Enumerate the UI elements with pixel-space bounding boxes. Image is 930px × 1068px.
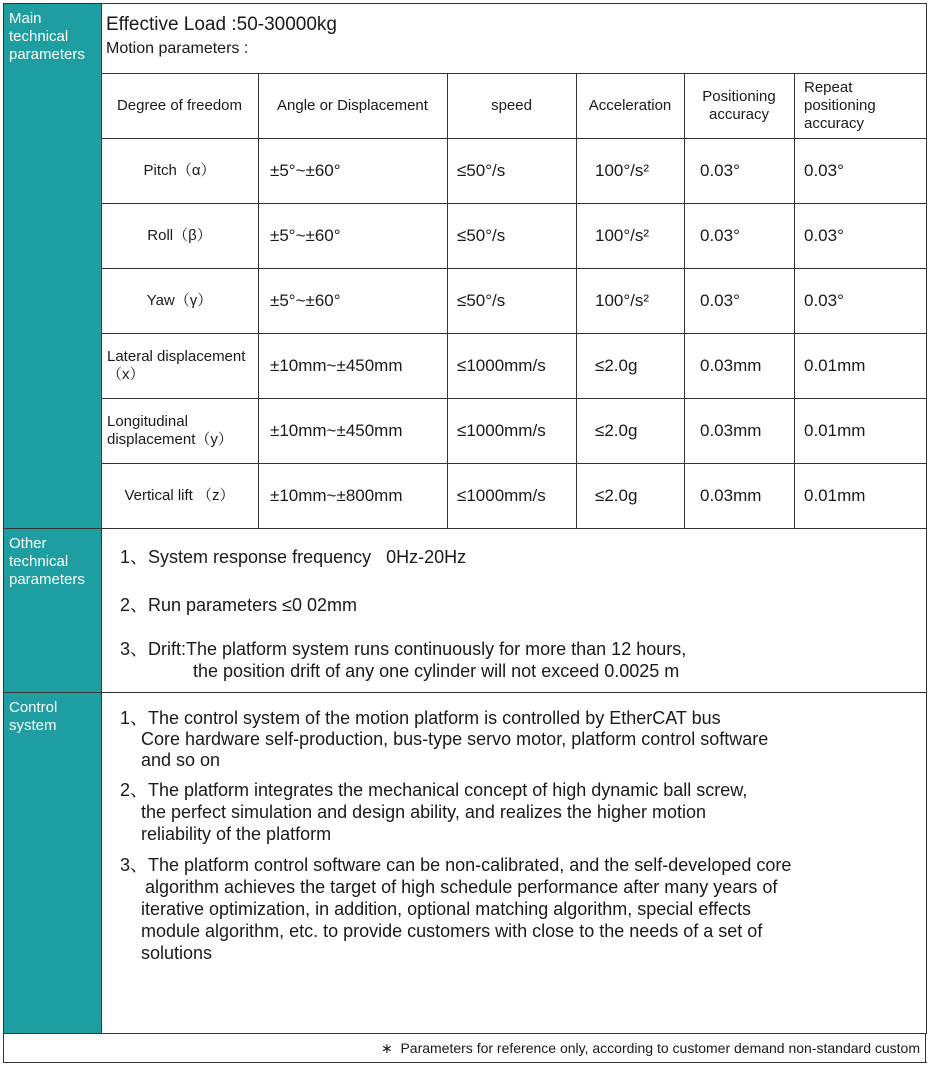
other-item-2: 2、Run parameters ≤0 02mm bbox=[120, 595, 357, 615]
section-divider-1 bbox=[3, 528, 927, 529]
row-yaw-range: ±5°~±60° bbox=[270, 290, 341, 310]
header-acceleration: Acceleration bbox=[588, 96, 672, 114]
control-item-1-line-3: and so on bbox=[141, 750, 221, 770]
row-lateral-repeat: 0.01mm bbox=[804, 355, 866, 375]
row-yaw-repeat: 0.03° bbox=[804, 290, 844, 310]
row-roll-dof: Roll（β） bbox=[147, 226, 212, 244]
row-lateral-speed: ≤1000mm/s bbox=[457, 355, 546, 375]
row-longitudinal-repeat: 0.01mm bbox=[804, 420, 866, 440]
control-item-1-line-1: 1、The control system of the motion platform is controlled by EtherCAT bus bbox=[120, 708, 721, 728]
section-main-text: Main technical parameters bbox=[9, 10, 85, 63]
row-longitudinal-speed: ≤1000mm/s bbox=[457, 420, 546, 440]
control-item-3-line-2: algorithm achieves the target of high schedule performance after many years of bbox=[145, 877, 778, 897]
header-positioning-accuracy: Positioning accuracy bbox=[702, 87, 776, 123]
row-vertical-speed: ≤1000mm/s bbox=[457, 485, 546, 505]
header-degree-of-freedom: Degree of freedom bbox=[116, 96, 243, 114]
control-item-2-line-1: 2、The platform integrates the mechanical concept of high dynamic ball screw, bbox=[120, 780, 748, 800]
row-pitch-repeat: 0.03° bbox=[804, 160, 844, 180]
row-yaw-dof: Yaw（γ） bbox=[146, 291, 213, 309]
row-longitudinal-range: ±10mm~±450mm bbox=[270, 420, 403, 440]
section-label-other bbox=[4, 529, 101, 692]
header-angle-displacement: Angle or Displacement bbox=[277, 96, 428, 114]
other-item-3-line-1: 3、Drift:The platform system runs continuously for more than 12 hours, bbox=[120, 639, 687, 659]
row-roll-range: ±5°~±60° bbox=[270, 225, 341, 245]
row-lateral-dof: Lateral displacement（x） bbox=[107, 347, 246, 383]
footer-right-rule bbox=[925, 1034, 926, 1062]
row-lateral-range: ±10mm~±450mm bbox=[270, 355, 403, 375]
control-item-2-line-2: the perfect simulation and design ability, and realizes the higher motion bbox=[141, 802, 706, 822]
row-yaw-acceleration: 100°/s² bbox=[595, 290, 650, 310]
row-pitch-acceleration: 100°/s² bbox=[595, 160, 650, 180]
section-control-text: Control system bbox=[9, 699, 58, 734]
section-divider-2 bbox=[3, 692, 927, 693]
effective-load-value: 50-30000kg bbox=[236, 14, 337, 35]
control-item-3-line-4: module algorithm, etc. to provide customers with close to the needs of a set of bbox=[141, 921, 763, 941]
row-vertical-repeat: 0.01mm bbox=[804, 485, 866, 505]
header-repeat-positioning-accuracy: Repeat positioning accuracy bbox=[804, 78, 876, 132]
control-item-2-line-3: reliability of the platform bbox=[141, 824, 332, 844]
footer-left-rule bbox=[3, 1034, 4, 1062]
row-yaw-positioning: 0.03° bbox=[700, 290, 740, 310]
row-vertical-range: ±10mm~±800mm bbox=[270, 485, 403, 505]
row-roll-speed: ≤50°/s bbox=[457, 225, 506, 245]
effective-load bbox=[106, 14, 337, 36]
row-longitudinal-dof: Longitudinal displacement（y） bbox=[107, 412, 233, 448]
row-lateral-positioning: 0.03mm bbox=[700, 355, 762, 375]
footer-bottom-rule bbox=[3, 1062, 927, 1063]
other-item-3-line-2: the position drift of any one cylinder will not exceed 0.0025 m bbox=[193, 661, 680, 681]
control-item-3-line-3: iterative optimization, in addition, optional matching algorithm, special effects bbox=[141, 899, 751, 919]
control-item-3-line-5: solutions bbox=[141, 943, 213, 963]
row-roll-repeat: 0.03° bbox=[804, 225, 844, 245]
footer-note: ∗ Parameters for reference only, according to customer demand non-standard custom bbox=[380, 1040, 920, 1056]
effective-load-label: Effective Load : bbox=[106, 14, 237, 35]
other-item-1: 1、System response frequency 0Hz-20Hz bbox=[120, 547, 467, 567]
row-lateral-acceleration: ≤2.0g bbox=[595, 355, 638, 375]
row-pitch-positioning: 0.03° bbox=[700, 160, 740, 180]
row-longitudinal-positioning: 0.03mm bbox=[700, 420, 762, 440]
row-vertical-dof: Vertical lift （z） bbox=[124, 486, 235, 504]
row-pitch-dof: Pitch（α） bbox=[143, 161, 216, 179]
row-roll-positioning: 0.03° bbox=[700, 225, 740, 245]
section-other-text: Other technical parameters bbox=[9, 535, 85, 588]
header-speed: speed bbox=[491, 96, 532, 114]
row-pitch-range: ±5°~±60° bbox=[270, 160, 341, 180]
control-item-1-line-2: Core hardware self-production, bus-type servo motor, platform control software bbox=[141, 729, 769, 749]
row-vertical-acceleration: ≤2.0g bbox=[595, 485, 638, 505]
row-roll-acceleration: 100°/s² bbox=[595, 225, 650, 245]
row-longitudinal-acceleration: ≤2.0g bbox=[595, 420, 638, 440]
section-label-main bbox=[4, 4, 101, 528]
row-vertical-positioning: 0.03mm bbox=[700, 485, 762, 505]
section-label-control bbox=[4, 693, 101, 1033]
motion-parameters-label: Motion parameters : bbox=[106, 40, 249, 57]
control-item-3-line-1: 3、The platform control software can be non-calibrated, and the self-developed core bbox=[120, 855, 792, 875]
row-pitch-speed: ≤50°/s bbox=[457, 160, 506, 180]
row-yaw-speed: ≤50°/s bbox=[457, 290, 506, 310]
